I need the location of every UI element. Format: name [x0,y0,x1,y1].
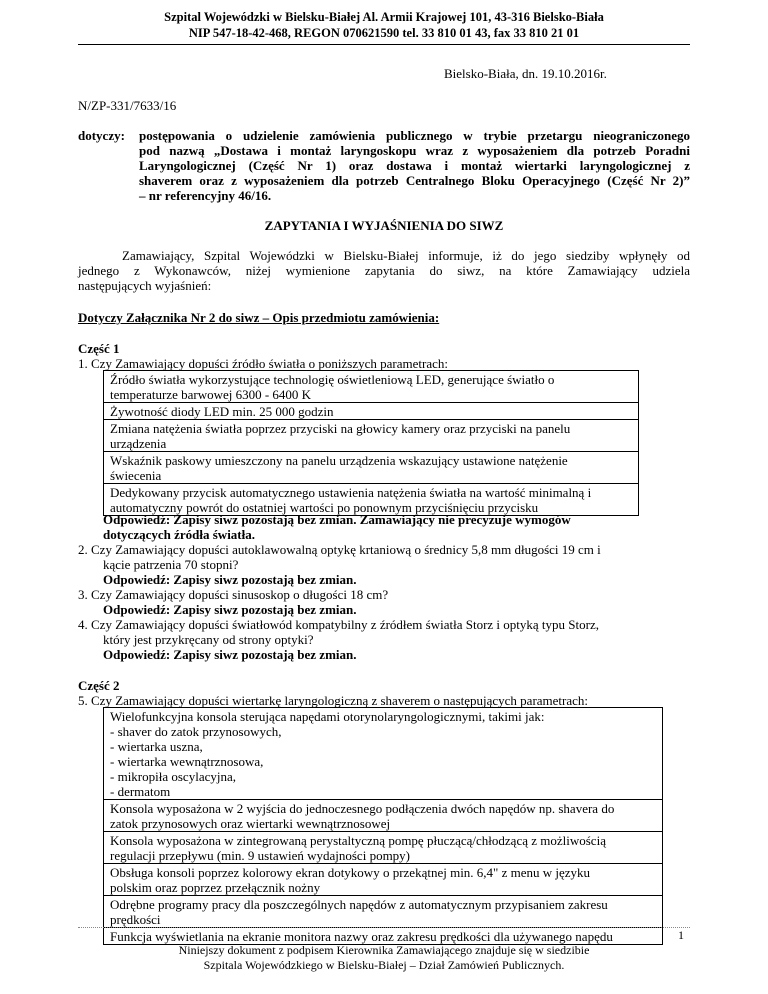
spec-row [103,370,639,403]
answer-3: Odpowiedź: Zapisy siwz pozostają bez zmian. [103,602,357,617]
question-4: który jest przykręcany od strony optyki? [103,632,314,647]
header-tax-info: NIP 547-18-42-468, REGON 070621590 tel. 33 810 01 43, fax 33 810 21 01 [188,26,580,40]
question-1-spec-table [103,370,639,516]
question-4: 4. Czy Zamawiający dopuści światłowód kompatybilny z źródłem światła Storz i optyką typu Storz, [78,617,599,632]
page-number: 1 [678,928,684,942]
part2-heading: Część 2 [78,678,120,693]
reference-number: N/ZP-331/7633/16 [78,98,177,113]
intro-line: Zamawiający, Szpital Wojewódzki w Bielsku-Białej informuje, iż do jego siedziby wpłynęły od [122,248,690,263]
spec-row-line: Wskaźnik paskowy umieszczony na panelu urządzenia wskazujący ustawione natężenie [110,453,568,468]
spec-row-line: urządzenia [110,436,167,451]
spec-row-line: Żywotność diody LED min. 25 000 godzin [110,404,334,419]
spec-row-line: Funkcja wyświetlania na ekranie monitora nazwy oraz zakresu prędkości dla używanego napędu [110,929,613,944]
spec-row-line: Konsola wyposażona w zintegrowaną perystaltyczną pompę płuczącą/chłodzącą z możliwością [110,833,606,848]
spec-row-line: regulacji przepływu (min. 9 ustawień wydajności pompy) [110,848,411,863]
spec-row-line: Dedykowany przycisk automatycznego ustawienia natężenia światła na wartość minimalną i [110,485,592,500]
spec-row [103,896,663,928]
subject-line: postępowania o udzielenie zamówienia publicznego w trybie przetargu nieograniczonego [139,128,690,143]
spec-row-line: Zmiana natężenia światła poprzez przyciski na głowicy kamery oraz przyciski na panelu [110,421,571,436]
question-5-spec-table [103,707,663,945]
spec-row [103,707,663,800]
question-1: 1. Czy Zamawiający dopuści źródło światła o poniższych parametrach: [78,356,449,371]
spec-row [103,864,663,896]
subject-line: shaverem oraz z wyposażeniem dla potrzeb Centralnego Bloku Operacyjnego (Część Nr 2)” [139,173,690,188]
section-heading: Dotyczy Załącznika Nr 2 do siwz – Opis przedmiotu zamówienia: [78,310,440,325]
spec-row-line: Odrębne programy pracy dla poszczególnych napędów z automatycznym przypisaniem zakresu [110,897,608,912]
spec-row-line: temperaturze barwowej 6300 - 6400 K [110,387,312,402]
spec-row-line: zatok przynosowych oraz wiertarki wewnątrznosowej [110,816,391,831]
spec-row-line: automatyczny powrót do ostatniej wartości po ponownym przyciśnięciu przycisku [110,500,539,515]
spec-row-line: polskim oraz poprzez przełącznik nożny [110,880,321,895]
spec-row-line: Źródło światła wykorzystujące technologię oświetleniową LED, generujące światło o [110,372,555,387]
subject-line: Laryngologicznej (Część Nr 1) oraz dostawa i montaż wiertarki laryngologicznej z [139,158,690,173]
intro-line: następujących wyjaśnień: [78,278,212,293]
part1-heading: Część 1 [78,341,120,356]
footer-note: Niniejszy dokument z podpisem Kierownika Zamawiającego znajduje się w siedzibie [178,943,590,957]
header-address: Szpital Wojewódzki w Bielsku-Białej Al. Armii Krajowej 101, 43-316 Bielsko-Biała [164,10,604,24]
spec-row-line: - mikropiła oscylacyjna, [110,769,236,784]
spec-row [103,800,663,832]
spec-row [103,403,639,420]
subject-line: – nr referencyjny 46/16. [139,188,272,203]
answer-4: Odpowiedź: Zapisy siwz pozostają bez zmian. [103,647,357,662]
spec-row-line: - dermatom [110,784,171,799]
spec-row-line: - shaver do zatok przynosowych, [110,724,282,739]
spec-row-line: prędkości [110,912,161,927]
question-5: 5. Czy Zamawiający dopuści wiertarkę laryngologiczną z shaverem o następujących parametrach: [78,693,589,708]
intro-line: jednego z Wykonawców, niżej wymienione zapytania do siwz, na które Zamawiający udziela [78,263,690,278]
question-2: 2. Czy Zamawiający dopuści autoklawowalną optykę krtaniową o średnicy 5,8 mm długości 19 cm i [78,542,601,557]
spec-row-line: Konsola wyposażona w 2 wyjścia do jednoczesnego podłączenia dwóch napędów np. shavera do [110,801,615,816]
spec-row [103,832,663,864]
spec-row-line: Obsługa konsoli poprzez kolorowy ekran dotykowy o przekątnej min. 6,4" z menu w języku [110,865,591,880]
document-date: Bielsko-Biała, dn. 19.10.2016r. [444,66,607,81]
subject-block [139,128,690,143]
spec-row-line: - wiertarka uszna, [110,739,203,754]
spec-row-line: - wiertarka wewnątrznosowa, [110,754,264,769]
document-title: ZAPYTANIA I WYJAŚNIENIA DO SIWZ [264,218,504,233]
question-2: kącie patrzenia 70 stopni? [103,557,239,572]
footer-divider [78,927,690,928]
spec-row-line: Wielofunkcyjna konsola sterująca napędami otorynolaryngologicznymi, takimi jak: [110,709,545,724]
spec-row-line: świecenia [110,468,162,483]
footer-note: Szpitala Wojewódzkiego w Bielsku-Białej – Dział Zamówień Publicznych. [203,958,565,972]
answer-1: Odpowiedź: Zapisy siwz pozostają bez zmian. Zamawiający nie precyzuje wymogów [103,512,571,527]
answer-2: Odpowiedź: Zapisy siwz pozostają bez zmian. [103,572,357,587]
header-divider [78,44,690,45]
spec-row [103,452,639,484]
subject-line: pod nazwą „Dostawa i montaż laryngoskopu wraz z wyposażeniem dla potrzeb Poradni [139,143,690,158]
subject-label: dotyczy: [78,128,125,143]
question-3: 3. Czy Zamawiający dopuści sinusoskop o długości 18 cm? [78,587,389,602]
answer-1: dotyczących źródła światła. [103,527,256,542]
spec-row [103,420,639,452]
